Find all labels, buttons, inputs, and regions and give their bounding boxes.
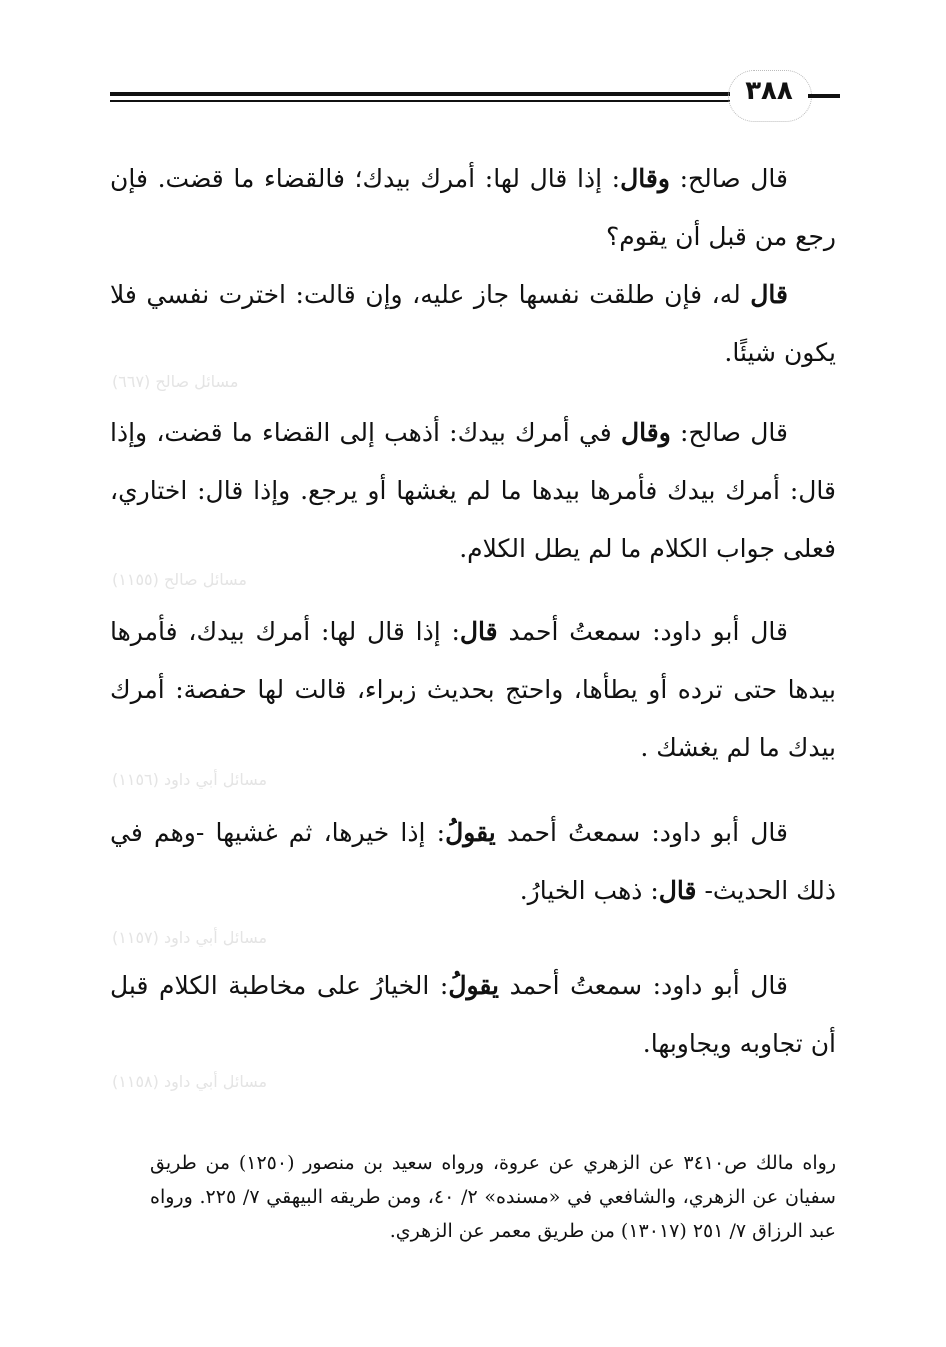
bold-keyword: قال bbox=[459, 617, 498, 646]
bold-keyword: وقال bbox=[620, 418, 671, 447]
faint-source-reference: مسائل أبي داود (١١٥٦) bbox=[112, 770, 268, 789]
paragraph-text: : إذا قال لها: أمرك بيدك؛ فالقضاء ما قضت. فإن رجع من قبل أن يقوم؟ bbox=[110, 164, 836, 251]
paragraph-text: قال أبو داود: سمعتُ أحمد bbox=[495, 818, 788, 847]
paragraph-text: قال صالح: bbox=[670, 418, 788, 447]
paragraph-text: قال أبو داود: سمعتُ أحمد bbox=[497, 617, 788, 646]
header-rule-thick bbox=[110, 92, 730, 96]
bold-keyword: يقولُ bbox=[445, 818, 496, 847]
faint-source-reference: مسائل أبي داود (١١٥٧) bbox=[112, 928, 268, 947]
header-rule-right bbox=[808, 94, 840, 98]
page-header bbox=[0, 70, 946, 130]
paragraph bbox=[110, 957, 836, 1073]
paragraph bbox=[110, 266, 836, 382]
paragraph-text: : إذا قال لها: أمرك بيدك، فأمرها بيدها حتى ترده أو يطأها، واحتج بحديث زبراء، قالت لها حفصة: أمرك بيدك ما لم يغشك . bbox=[110, 617, 836, 762]
paragraph-text: في أمرك بيدك: أذهب إلى القضاء ما قضت، وإذا قال: أمرك بيدك فأمرها بيدها ما لم يغشها أو يرجع. وإذا قال: اختاري، فعلى جواب الكلام ما لم يطل الكلام. bbox=[110, 418, 836, 563]
paragraph bbox=[110, 404, 836, 578]
page-number: ٣٨٨ bbox=[745, 76, 793, 106]
bold-keyword: يقولُ bbox=[448, 971, 500, 1000]
faint-source-reference: مسائل صالح (٦٦٧) bbox=[112, 372, 239, 391]
paragraph bbox=[110, 150, 836, 266]
paragraph bbox=[110, 603, 836, 777]
paragraph-text: : الخيارُ على مخاطبة الكلام قبل أن تجاوبه ويجاوبها. bbox=[110, 971, 836, 1058]
paragraph-text: : ذهب الخيارُ. bbox=[519, 876, 659, 905]
paragraph bbox=[110, 804, 836, 920]
bold-keyword: وقال bbox=[620, 164, 670, 193]
paragraph-text: قال أبو داود: سمعتُ أحمد bbox=[499, 971, 788, 1000]
paragraph-text: قال صالح: bbox=[669, 164, 788, 193]
paragraph-text: له، فإن طلقت نفسها جاز عليه، وإن قالت: اخترت نفسي فلا يكون شيئًا. bbox=[110, 280, 836, 367]
paragraph-text: : إذا خيرها، ثم غشيها -وهم في ذلك الحديث- bbox=[110, 818, 836, 905]
header-rule-thin bbox=[110, 100, 730, 102]
faint-source-reference: مسائل أبي داود (١١٥٨) bbox=[112, 1072, 268, 1091]
footnote: رواه مالك ص٣٤١٠ عن الزهري عن عروة، ورواه سعيد بن منصور (١٢٥٠) من طريق سفيان عن الزهري، والشافعي في «مسنده» ٢/ ٤٠، ومن طريقه البيهقي ٧/ ٢٢٥. ورواه عبد الرزاق ٧/ ٢٥١ (١٣٠١٧) من طريق معمر عن الزهري. bbox=[150, 1152, 837, 1242]
bold-keyword: قال bbox=[750, 280, 788, 309]
faint-source-reference: مسائل صالح (١١٥٥) bbox=[112, 570, 247, 589]
bold-keyword: قال bbox=[658, 876, 697, 905]
